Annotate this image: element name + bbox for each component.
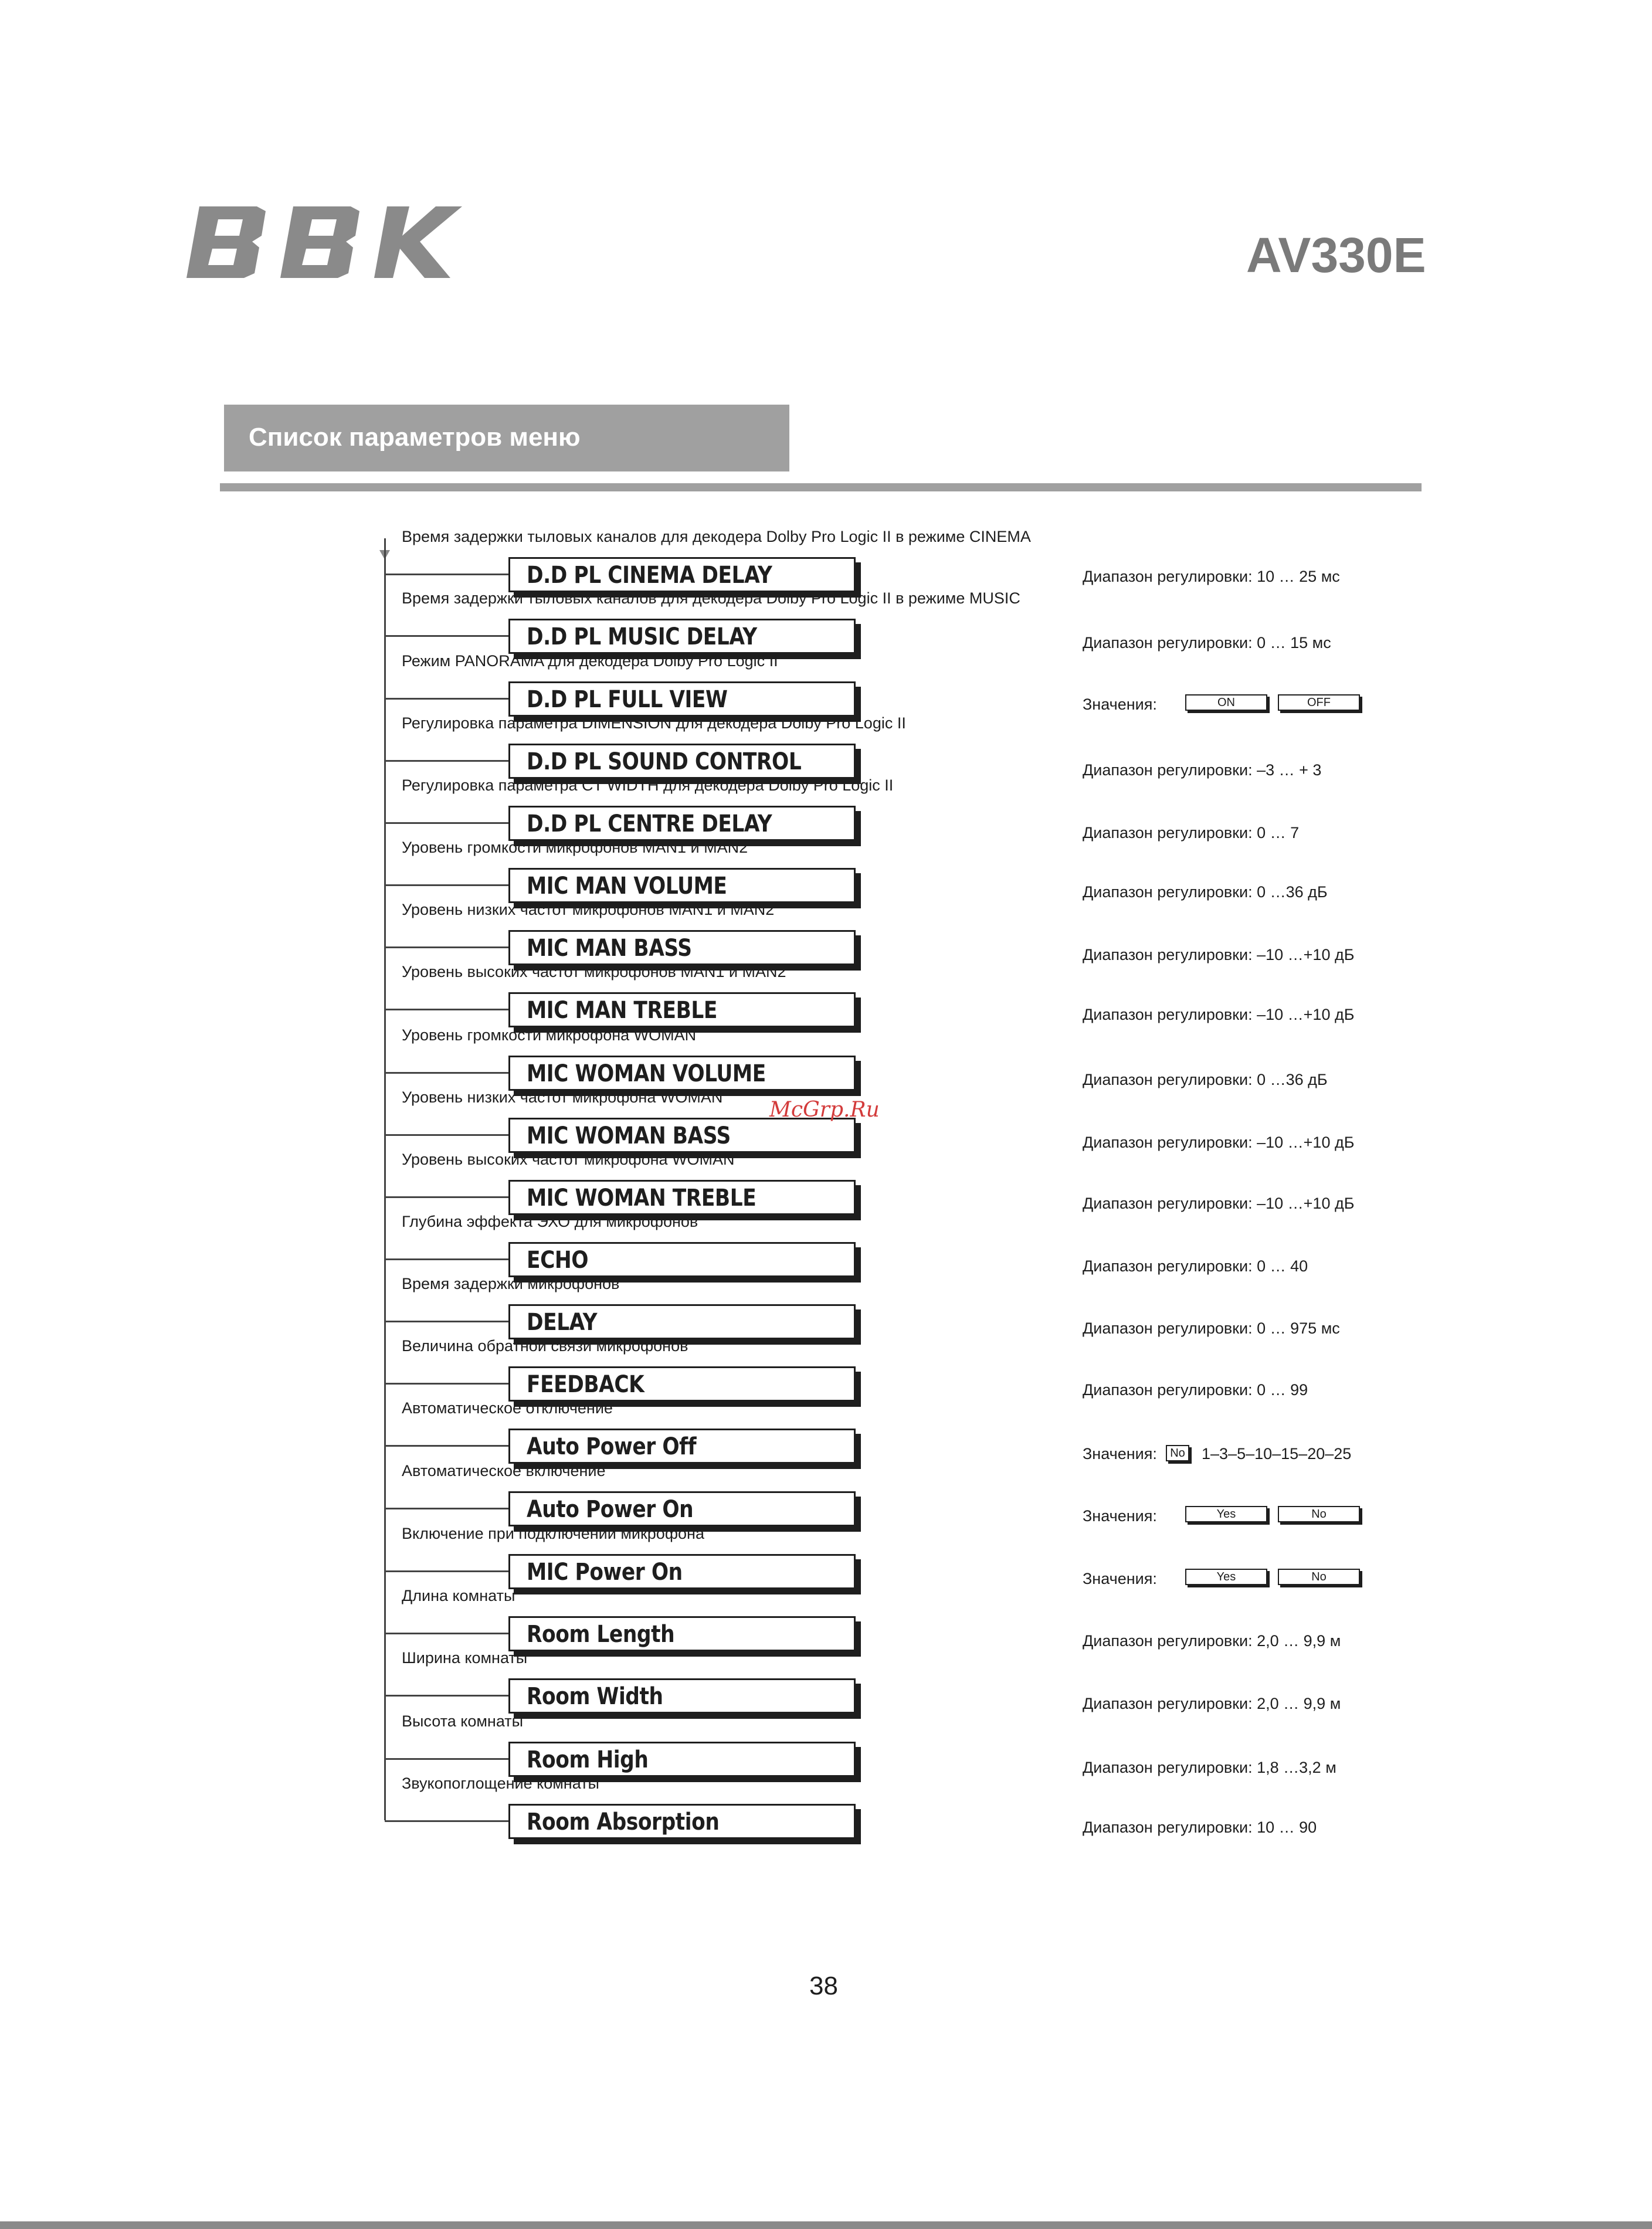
menu-item-description: Длина комнаты xyxy=(402,1587,515,1604)
menu-item-box xyxy=(508,557,856,592)
tree-branch xyxy=(385,884,509,886)
menu-item-label: Room Width xyxy=(527,1683,663,1710)
tree-branch xyxy=(385,635,509,637)
menu-item-label: FEEDBACK xyxy=(527,1371,644,1398)
menu-item-description: Уровень громкости микрофона WOMAN xyxy=(402,1026,697,1044)
tree-branch xyxy=(385,1072,509,1074)
menu-item-label: Room High xyxy=(527,1746,649,1773)
menu-item-box xyxy=(508,1366,856,1402)
tree-branch xyxy=(385,1321,509,1322)
menu-item-range: Диапазон регулировки: 0 … 975 мс xyxy=(1083,1319,1340,1337)
menu-item-description: Уровень низких частот микрофонов MAN1 и MAN2 xyxy=(402,901,775,918)
menu-item-label: D.D PL CINEMA DELAY xyxy=(527,562,772,589)
menu-item-range: Диапазон регулировки: 10 … 25 мс xyxy=(1083,568,1340,585)
menu-item-box xyxy=(508,1554,856,1589)
menu-item-range: Диапазон регулировки: 0 …36 дБ xyxy=(1083,1071,1328,1088)
menu-item-box xyxy=(508,1678,856,1714)
menu-item-description: Время задержки тыловых каналов для декодера Dolby Pro Logic II в режиме MUSIC xyxy=(402,589,1020,607)
tree-branch xyxy=(385,760,509,762)
menu-item-description: Включение при подключении микрофона xyxy=(402,1525,704,1542)
menu-item-range: Диапазон регулировки: 0 … 99 xyxy=(1083,1381,1308,1399)
tree-branch xyxy=(385,1570,509,1572)
option-value-box: No xyxy=(1166,1445,1189,1461)
menu-item-label: ECHO xyxy=(527,1247,589,1274)
menu-item-range: Диапазон регулировки: –10 …+10 дБ xyxy=(1083,1134,1355,1151)
menu-item-label: Auto Power On xyxy=(527,1496,694,1523)
menu-item-description: Величина обратной связи микрофонов xyxy=(402,1337,688,1355)
menu-item-description: Автоматическое включение xyxy=(402,1462,606,1480)
menu-item-box xyxy=(508,1616,856,1651)
menu-item-description: Уровень громкости микрофонов MAN1 и MAN2 xyxy=(402,839,748,856)
section-divider xyxy=(220,483,1422,491)
menu-item-description: Время задержки микрофонов xyxy=(402,1275,620,1292)
tree-branch xyxy=(385,1383,509,1385)
menu-item-label: Room Absorption xyxy=(527,1809,720,1836)
menu-item-label: Room Length xyxy=(527,1621,675,1648)
menu-item-description: Режим PANORAMA для декодера Dolby Pro Logic II xyxy=(402,652,778,670)
menu-item-label: D.D PL SOUND CONTROL xyxy=(527,748,802,775)
menu-item-range: Диапазон регулировки: 0 … 40 xyxy=(1083,1257,1308,1275)
menu-item-box xyxy=(508,868,856,903)
menu-item-box xyxy=(508,1742,856,1777)
menu-item-description: Уровень высоких частот микрофонов MAN1 и MAN2 xyxy=(402,963,786,981)
menu-item-label: D.D PL MUSIC DELAY xyxy=(527,623,757,650)
tree-branch xyxy=(385,698,509,700)
menu-item-label: MIC Power On xyxy=(527,1559,683,1586)
menu-item-range: Диапазон регулировки: –10 …+10 дБ xyxy=(1083,1006,1355,1023)
watermark: McGrp.Ru xyxy=(769,1098,880,1122)
section-header xyxy=(224,405,789,471)
option-value-box: OFF xyxy=(1278,694,1360,711)
tree-branch xyxy=(385,1445,509,1447)
menu-item-range: Диапазон регулировки: –3 … + 3 xyxy=(1083,761,1322,779)
menu-item-range: Диапазон регулировки: 0 … 7 xyxy=(1083,824,1300,842)
section-title: Список параметров меню xyxy=(249,423,581,452)
tree-branch xyxy=(385,1258,509,1260)
tree-branch xyxy=(385,1508,509,1509)
menu-item-box xyxy=(508,619,856,654)
menu-item-description: Регулировка параметра DIMENSION для декодера Dolby Pro Logic II xyxy=(402,714,906,732)
menu-item-box xyxy=(508,1180,856,1215)
menu-item-box xyxy=(508,1242,856,1277)
menu-item-box xyxy=(508,806,856,841)
menu-item-box xyxy=(508,681,856,717)
menu-item-label: D.D PL FULL VIEW xyxy=(527,686,728,713)
menu-item-box xyxy=(508,1429,856,1464)
model-name: AV330E xyxy=(1246,228,1426,283)
bbk-logo xyxy=(186,206,462,278)
menu-item-description: Глубина эффекта ЭХО для микрофонов xyxy=(402,1213,698,1230)
menu-item-range: Диапазон регулировки: –10 …+10 дБ xyxy=(1083,946,1355,963)
menu-item-range: Диапазон регулировки: –10 …+10 дБ xyxy=(1083,1195,1355,1212)
menu-item-box xyxy=(508,1804,856,1839)
menu-item-label: MIC MAN BASS xyxy=(527,935,692,962)
tree-branch xyxy=(385,822,509,824)
menu-item-box xyxy=(508,992,856,1027)
option-value-box: ON xyxy=(1185,694,1267,711)
tree-branch xyxy=(385,1820,509,1822)
menu-item-label: MIC WOMAN VOLUME xyxy=(527,1060,766,1087)
menu-item-range: Диапазон регулировки: 10 … 90 xyxy=(1083,1819,1317,1836)
tree-branch xyxy=(385,1695,509,1697)
menu-item-description: Время задержки тыловых каналов для декодера Dolby Pro Logic II в режиме CINEMA xyxy=(402,528,1031,545)
menu-item-description: Уровень низких частот микрофона WOMAN xyxy=(402,1088,723,1106)
menu-item-range: Диапазон регулировки: 0 …36 дБ xyxy=(1083,883,1328,901)
tree-branch xyxy=(385,1758,509,1760)
menu-item-label: MIC WOMAN BASS xyxy=(527,1122,731,1149)
option-value-box: No xyxy=(1278,1506,1360,1522)
menu-item-label: DELAY xyxy=(527,1309,598,1336)
bottom-strip xyxy=(0,2221,1652,2229)
menu-item-description: Ширина комнаты xyxy=(402,1649,528,1667)
menu-item-box xyxy=(508,1491,856,1526)
menu-item-range: Значения: xyxy=(1083,1570,1157,1587)
option-value-box: Yes xyxy=(1185,1506,1267,1522)
tree-branch xyxy=(385,1196,509,1198)
menu-item-range: Диапазон регулировки: 0 … 15 мс xyxy=(1083,634,1331,652)
option-value-box: Yes xyxy=(1185,1569,1267,1585)
menu-item-range: Диапазон регулировки: 1,8 …3,2 м xyxy=(1083,1759,1336,1776)
option-value-box: No xyxy=(1278,1569,1360,1585)
menu-item-description: Уровень высоких частот микрофона WOMAN xyxy=(402,1151,735,1168)
page-number: 38 xyxy=(809,1972,838,2000)
menu-item-description: Автоматическое отключение xyxy=(402,1399,613,1417)
menu-item-box xyxy=(508,744,856,779)
menu-item-label: MIC MAN TREBLE xyxy=(527,997,717,1024)
tree-branch xyxy=(385,574,509,575)
menu-item-label: D.D PL CENTRE DELAY xyxy=(527,810,772,837)
menu-item-label: MIC MAN VOLUME xyxy=(527,873,727,900)
tree-branch xyxy=(385,946,509,948)
menu-item-box xyxy=(508,1304,856,1339)
menu-item-label: Auto Power Off xyxy=(527,1433,697,1460)
menu-item-range: Диапазон регулировки: 2,0 … 9,9 м xyxy=(1083,1632,1341,1650)
menu-item-box xyxy=(508,930,856,965)
tree-branch xyxy=(385,1009,509,1010)
menu-item-range: Диапазон регулировки: 2,0 … 9,9 м xyxy=(1083,1695,1341,1712)
menu-item-description: Регулировка параметра CT WIDTH для декодера Dolby Pro Logic II xyxy=(402,776,894,794)
menu-item-range: Значения: xyxy=(1083,1507,1157,1525)
menu-item-box xyxy=(508,1056,856,1091)
menu-item-description: Высота комнаты xyxy=(402,1712,524,1730)
menu-item-description: Звукопоглощение комнаты xyxy=(402,1775,599,1792)
menu-item-range: Значения: xyxy=(1083,1445,1157,1463)
menu-item-box xyxy=(508,1118,856,1153)
menu-item-range: Значения: xyxy=(1083,695,1157,713)
menu-item-label: MIC WOMAN TREBLE xyxy=(527,1185,757,1212)
tree-trunk xyxy=(384,538,386,1820)
tree-branch xyxy=(385,1633,509,1634)
tree-branch xyxy=(385,1134,509,1136)
option-range-text: 1–3–5–10–15–20–25 xyxy=(1202,1445,1352,1463)
